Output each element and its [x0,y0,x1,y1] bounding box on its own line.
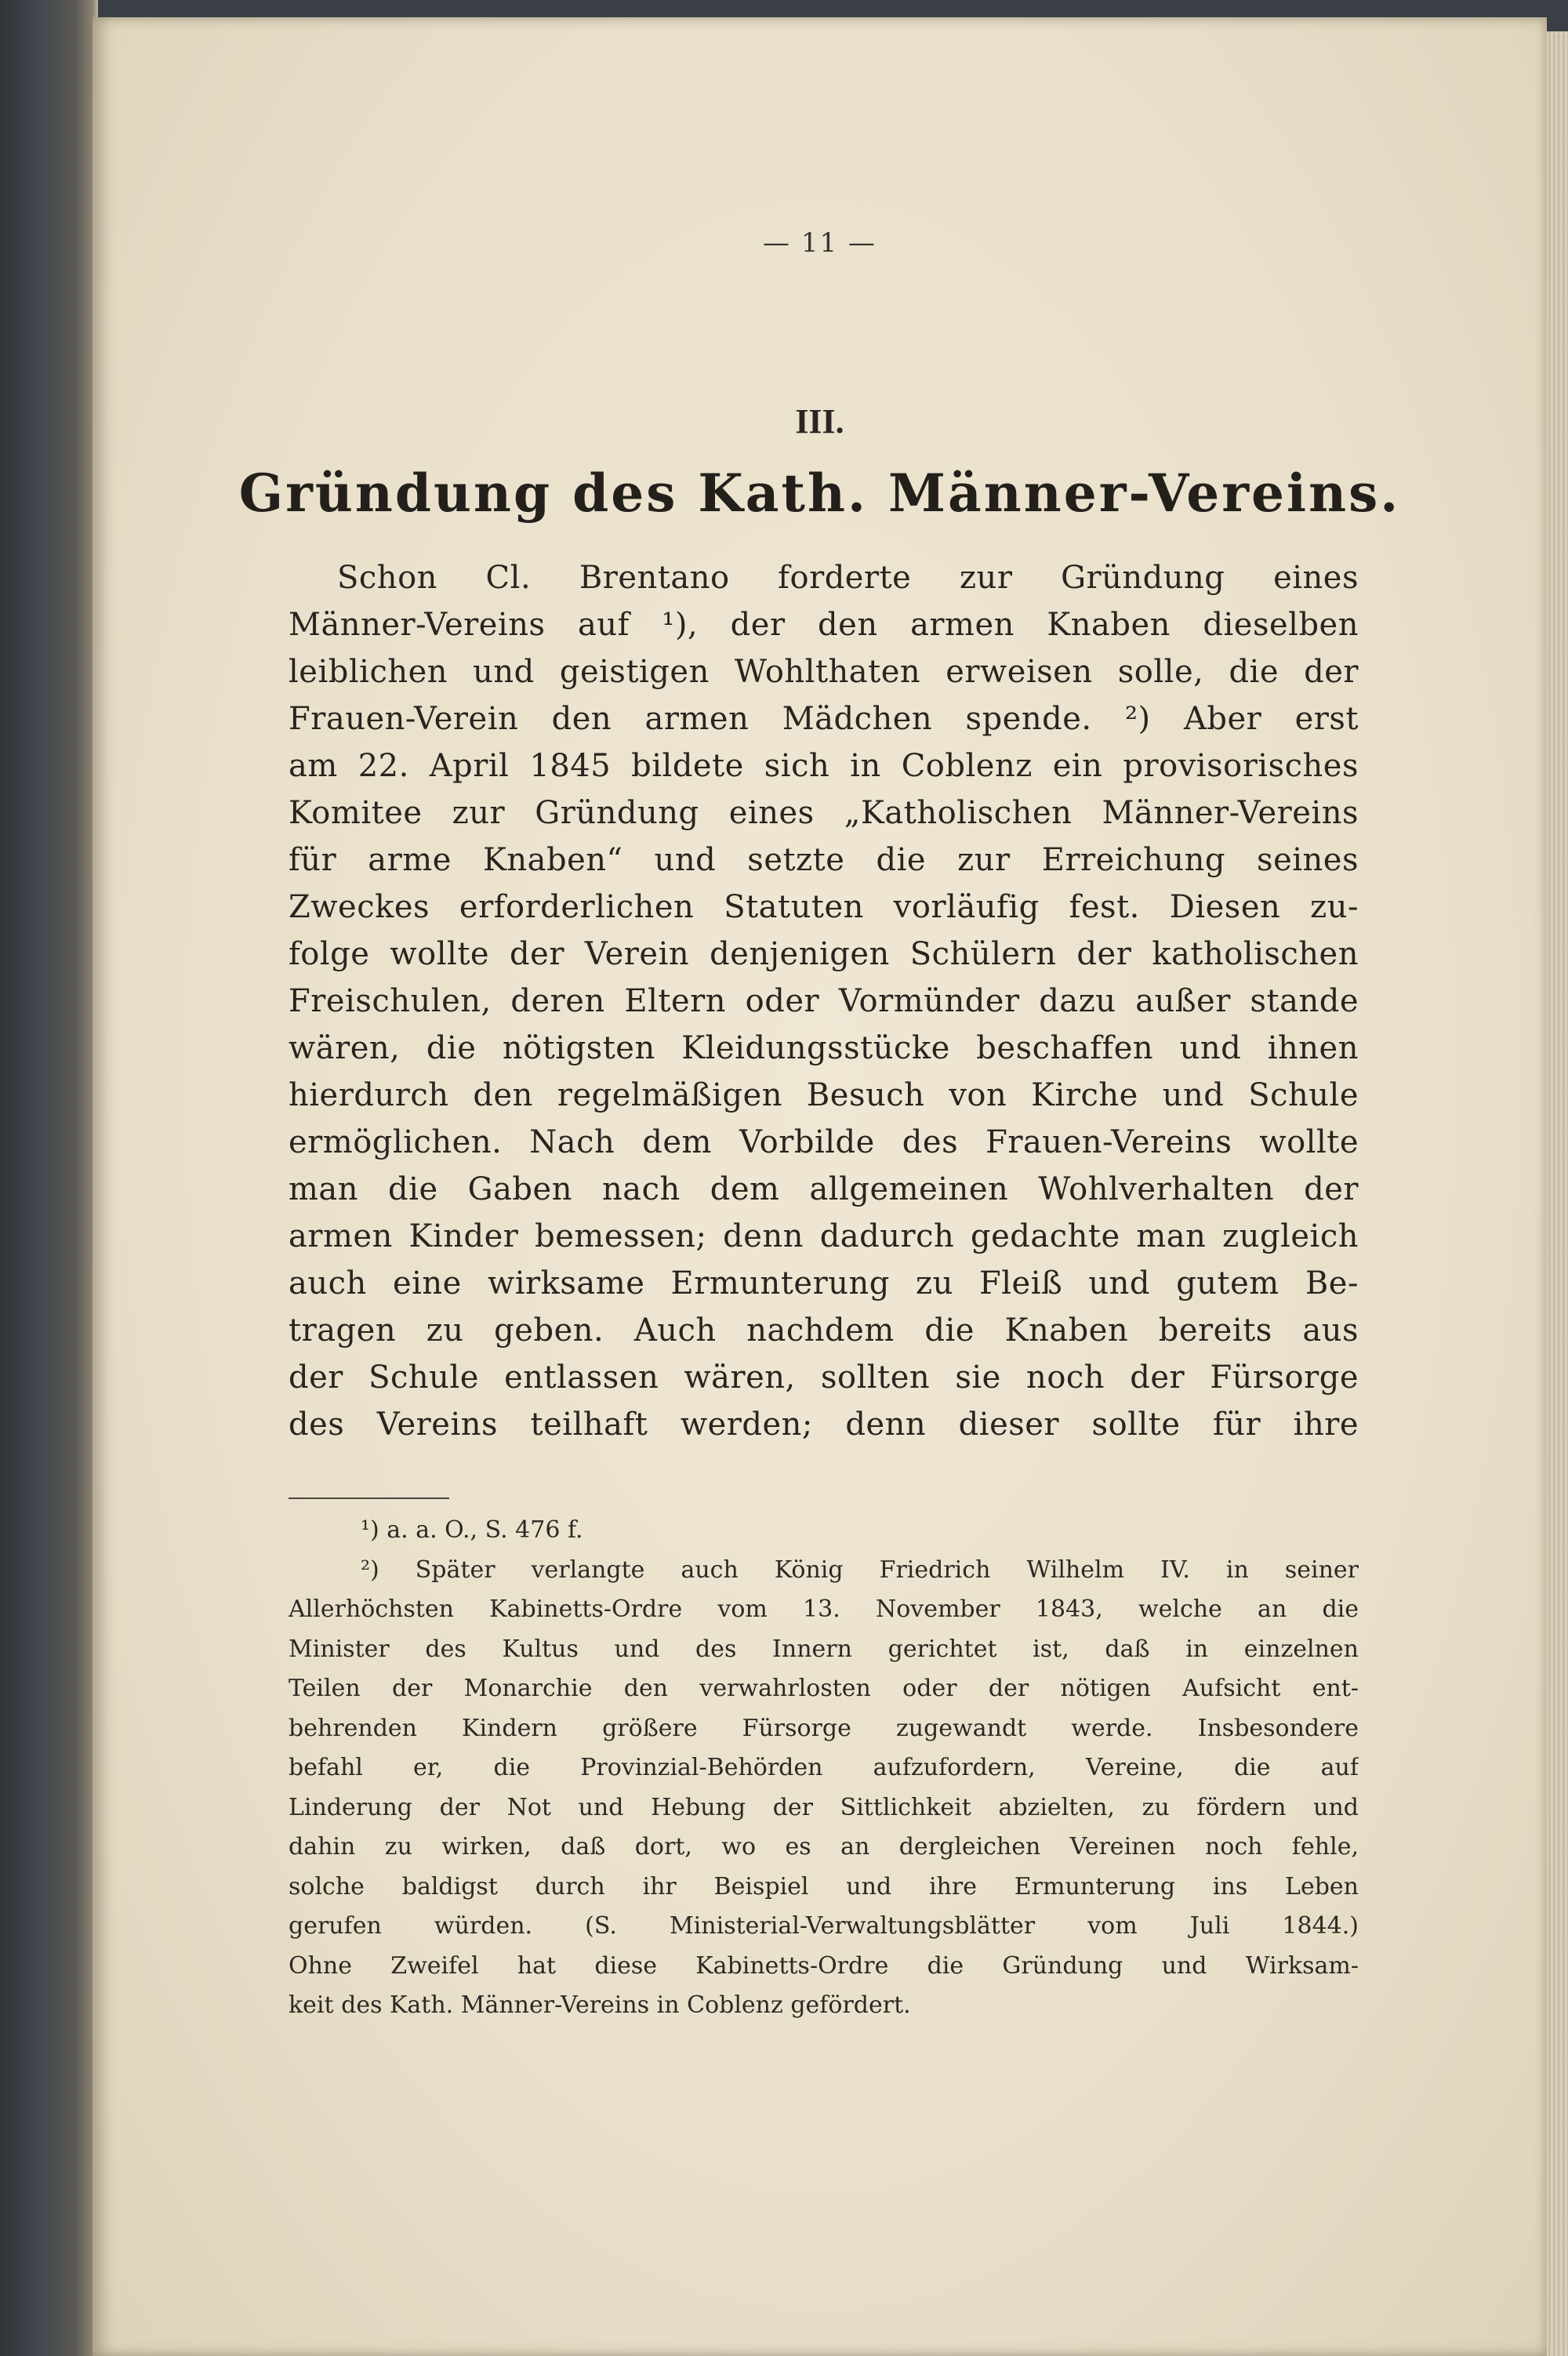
footnote-line: ¹) a. a. O., S. 476 f. [361,1516,583,1544]
body-line: Zweckes erforderlichen Statuten vorläufig fest. Diesen zu- [289,889,1359,925]
body-line: Schon Cl. Brentano forderte zur Gründung eines [337,560,1359,596]
body-line: Komitee zur Gründung eines „Katholischen Männer-Vereins [289,795,1359,831]
body-line: am 22. April 1845 bildete sich in Coblenz ein provisorisches [289,748,1359,784]
footnote-line: behrenden Kindern größere Fürsorge zugewandt werde. Insbesondere [289,1714,1359,1742]
body-line: Frauen-Verein den armen Mädchen spende. ²) Aber erst [289,701,1359,737]
footnote-line: Ohne Zweifel hat diese Kabinetts-Ordre die Gründung und Wirksam- [289,1951,1359,1980]
footnote-line: Linderung der Not und Hebung der Sittlichkeit abzielten, zu fördern und [289,1793,1359,1821]
body-line: leiblichen und geistigen Wohlthaten erweisen solle, die der [289,654,1359,690]
footnote-line: Minister des Kultus und des Innern gerichtet ist, daß in einzelnen [289,1635,1359,1663]
body-line: wären, die nötigsten Kleidungsstücke beschaffen und ihnen [289,1030,1359,1066]
body-line: folge wollte der Verein denjenigen Schülern der katholischen [289,936,1359,972]
footnote-separator [289,1497,449,1499]
footnote-line: ²) Später verlangte auch König Friedrich Wilhelm IV. in seiner [361,1556,1359,1584]
footnote-line: dahin zu wirken, daß dort, wo es an dergleichen Vereinen noch fehle, [289,1833,1359,1860]
body-line: auch eine wirksame Ermunterung zu Fleiß und gutem Be- [289,1265,1359,1301]
footnote-line: befahl er, die Provinzial-Behörden aufzufordern, Vereine, die auf [289,1754,1359,1781]
footnote-line: Teilen der Monarchie den verwahrlosten oder der nötigen Aufsicht ent- [289,1675,1359,1702]
body-line: hierdurch den regelmäßigen Besuch von Kirche und Schule [289,1077,1359,1113]
chapter-numeral: III. [795,402,844,441]
page-number: — 11 — [763,227,877,259]
body-line: Freischulen, deren Eltern oder Vormünder dazu außer stande [289,983,1359,1019]
body-line: für arme Knaben“ und setzte die zur Erreichung seines [289,842,1359,878]
book-page [93,17,1547,2356]
body-line: des Vereins teilhaft werden; denn dieser sollte für ihre [289,1407,1359,1443]
body-line: ermöglichen. Nach dem Vorbilde des Frauen-Vereins wollte [289,1124,1359,1160]
footnote-line: Allerhöchsten Kabinetts-Ordre vom 13. November 1843, welche an die [289,1595,1359,1623]
footnote-line: gerufen würden. (S. Ministerial-Verwaltungsblätter vom Juli 1844.) [289,1912,1359,1940]
footnotes [289,1511,1359,2026]
body-line: armen Kinder bemessen; denn dadurch gedachte man zugleich [289,1218,1359,1254]
footnote-line: keit des Kath. Männer-Vereins in Coblenz gefördert. [289,1991,911,2019]
book-cover-edge [0,0,98,2356]
body-line: der Schule entlassen wären, sollten sie noch der Fürsorge [289,1360,1359,1396]
body-line: man die Gaben nach dem allgemeinen Wohlverhalten der [289,1171,1359,1207]
chapter-title: Gründung des Kath. Männer-Vereins. [238,463,1401,524]
body-line: tragen zu geben. Auch nachdem die Knaben bereits aus [289,1312,1359,1349]
body-text [289,554,1359,1448]
body-line: Männer-Vereins auf ¹), der den armen Knaben dieselben [289,607,1359,643]
footnote-line: solche baldigst durch ihr Beispiel und ihre Ermunterung ins Leben [289,1872,1359,1900]
